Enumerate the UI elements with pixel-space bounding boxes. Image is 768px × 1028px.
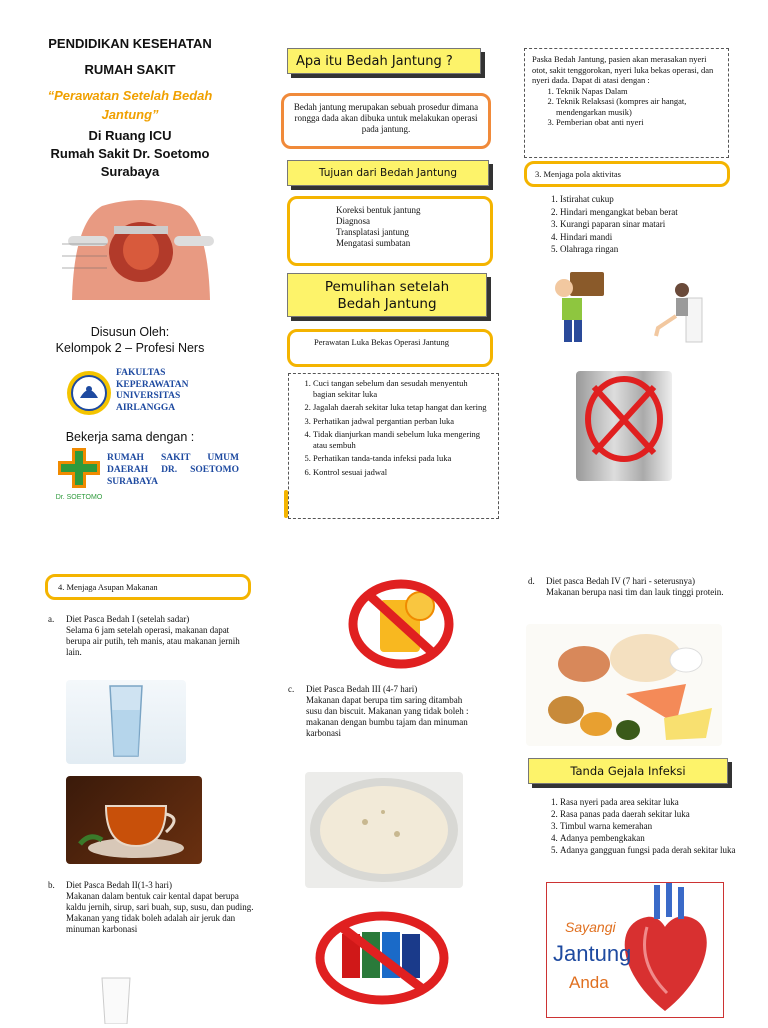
infection-signs-list bbox=[542, 796, 750, 856]
no-citrus-juice-image bbox=[346, 578, 456, 670]
water-glass-image bbox=[66, 680, 186, 764]
light-exercise-image bbox=[652, 278, 708, 344]
diet-b-label: b. bbox=[48, 880, 55, 890]
tea-cup-image bbox=[66, 776, 202, 864]
pain-management-box bbox=[524, 48, 729, 158]
brochure-title-line2: RUMAH SAKIT bbox=[84, 62, 176, 77]
hospital-line2: DAERAH DR. SOETOMO bbox=[107, 465, 239, 475]
partner-label: Bekerja sama dengan : bbox=[65, 430, 195, 444]
no-soda-image bbox=[312, 910, 452, 1006]
poster-line1: Sayangi bbox=[565, 919, 616, 935]
activity-heading: 3. Menjaga pola aktivitas bbox=[535, 169, 621, 179]
wound-care-list bbox=[293, 378, 492, 477]
goal-item: Transplatasi jantung bbox=[336, 227, 409, 237]
hospital-line3: SURABAYA bbox=[107, 477, 159, 487]
infection-sign-item: 4. Adanya pembengkakan bbox=[560, 832, 750, 844]
faculty-line2: KEPERAWATAN bbox=[116, 379, 189, 390]
milk-glass-image bbox=[96, 974, 136, 1024]
location-line1: Di Ruang ICU bbox=[88, 128, 172, 143]
no-bathing-image bbox=[576, 371, 672, 481]
infection-sign-item: 3. Timbul warna kemerahan bbox=[560, 820, 750, 832]
recovery-heading-line2: Bedah Jantung bbox=[337, 296, 437, 312]
group-name: Kelompok 2 – Profesi Ners bbox=[55, 341, 205, 355]
faculty-name bbox=[116, 368, 189, 414]
wound-care-heading-box bbox=[287, 329, 493, 367]
subtitle-line2: Jantung” bbox=[101, 107, 159, 122]
infection-sign-item: 5. Adanya gangguan fungsi pada derah sekitar luka bbox=[560, 844, 750, 856]
porridge-image bbox=[305, 772, 463, 888]
pain-method-item: 1. Teknik Napas Dalam bbox=[556, 86, 721, 97]
wound-care-list-box bbox=[288, 373, 499, 519]
hospital-logo-text: Dr. SOETOMO bbox=[55, 494, 103, 501]
faculty-line4: AIRLANGGA bbox=[116, 402, 176, 413]
wound-care-heading: Perawatan Luka Bekas Operasi Jantung bbox=[314, 337, 450, 347]
diet-d-title: Diet pasca Bedah IV (7 hari - seterusnya) bbox=[546, 576, 696, 586]
diet-a-title: Diet Pasca Bedah I (setelah sadar) bbox=[66, 614, 190, 624]
diet-b-block bbox=[48, 880, 258, 935]
diet-c-title: Diet Pasca Bedah III (4-7 hari) bbox=[306, 684, 418, 694]
goal-item: Mengatasi sumbatan bbox=[336, 238, 411, 248]
university-logo bbox=[66, 370, 112, 416]
poster-line2: Jantung bbox=[553, 941, 632, 966]
goals-box bbox=[287, 196, 493, 266]
goals-heading: Tujuan dari Bedah Jantung bbox=[287, 160, 489, 186]
goals-list bbox=[336, 205, 490, 249]
heavy-lifting-image bbox=[544, 268, 614, 348]
wound-care-item: 3. Perhatikan jadwal pergantian perban luka bbox=[313, 416, 492, 427]
location-line2: Rumah Sakit Dr. Soetomo bbox=[50, 146, 210, 161]
diet-b-text: Makanan dalam bentuk cair kental dapat berupa kaldu jernih, sirup, sari buah, sup, susu, dan puding. Makanan yang tidak boleh adalah air jeruk dan minuman karbonasi bbox=[66, 891, 254, 934]
pain-methods-list bbox=[532, 86, 721, 128]
wound-care-item: 2. Jagalah daerah sekitar luka tetap hangat dan kering bbox=[313, 402, 492, 413]
pain-description: Paska Bedah Jantung, pasien akan merasakan nyeri otot, sakit tenggorokan, nyeri luka bekas operasi, dan nyeri dada. Dapat di atasi dengan : bbox=[532, 54, 714, 85]
diet-c-block bbox=[288, 684, 478, 739]
wound-care-item: 6. Kontrol sesuai jadwal bbox=[313, 467, 492, 478]
food-intake-heading-box bbox=[45, 574, 251, 600]
recovery-heading-line1: Pemulihan setelah bbox=[324, 279, 450, 295]
activity-item: 5. Olahraga ringan bbox=[560, 243, 750, 256]
infection-sign-item: 2. Rasa panas pada daerah sekitar luka bbox=[560, 808, 750, 820]
diet-d-label: d. bbox=[528, 576, 535, 586]
pain-method-item: 3. Pemberian obat anti nyeri bbox=[556, 117, 721, 128]
location-line3: Surabaya bbox=[100, 164, 160, 179]
authored-by-label: Disusun Oleh: bbox=[90, 325, 170, 339]
diet-a-block bbox=[48, 614, 253, 658]
diet-a-label: a. bbox=[48, 614, 55, 624]
hospital-name bbox=[107, 452, 239, 488]
definition-box bbox=[281, 93, 491, 149]
poster-line3: Anda bbox=[569, 973, 609, 992]
what-is-heart-surgery-heading: Apa itu Bedah Jantung ? bbox=[287, 48, 481, 74]
diet-c-text: Makanan dapat berupa tim saring ditambah susu dan biscuit. Makanan yang tidak boleh : makanan dengan bumbu tajam dan minuman karbonasi bbox=[306, 695, 469, 738]
heart-surgery-image bbox=[62, 192, 220, 300]
activity-item: 1. Istirahat cukup bbox=[560, 193, 750, 206]
infection-signs-heading: Tanda Gejala Infeksi bbox=[528, 758, 728, 784]
heart-poster bbox=[546, 882, 724, 1018]
diet-d-block bbox=[528, 576, 733, 598]
wound-care-item: 4. Tidak dianjurkan mandi sebelum luka mengering atau sembuh bbox=[313, 429, 492, 450]
faculty-line1: FAKULTAS bbox=[116, 368, 166, 378]
goal-item: Diagnosa bbox=[336, 216, 370, 226]
activity-item: 3. Kurangi paparan sinar matari bbox=[560, 218, 750, 231]
subtitle-line1: “Perawatan Setelah Bedah bbox=[47, 88, 213, 103]
activity-list bbox=[542, 193, 750, 256]
infection-sign-item: 1. Rasa nyeri pada area sekitar luka bbox=[560, 796, 750, 808]
definition-text: Bedah jantung merupakan sebuah prosedur dimana rongga dada akan dibuka untuk melakukan operasi pada jantung. bbox=[293, 102, 479, 134]
pain-method-item: 2. Teknik Relaksasi (kompres air hangat, mendengarkan musik) bbox=[556, 96, 721, 117]
hospital-line1: RUMAH SAKIT UMUM bbox=[107, 453, 239, 463]
recovery-heading bbox=[287, 273, 487, 317]
protein-foods-image bbox=[526, 624, 722, 746]
goal-item: Koreksi bentuk jantung bbox=[336, 205, 421, 215]
hospital-logo bbox=[54, 446, 104, 500]
food-intake-heading: 4. Menjaga Asupan Makanan bbox=[58, 582, 158, 592]
activity-item: 2. Hindari mengangkat beban berat bbox=[560, 206, 750, 219]
diet-c-label: c. bbox=[288, 684, 295, 694]
brochure-title-line1: PENDIDIKAN KESEHATAN bbox=[48, 36, 212, 51]
faculty-line3: UNIVERSITAS bbox=[116, 391, 181, 401]
activity-item: 4. Hindari mandi bbox=[560, 231, 750, 244]
diet-b-title: Diet Pasca Bedah II(1-3 hari) bbox=[66, 880, 172, 890]
accent-bar bbox=[284, 490, 288, 518]
wound-care-item: 5. Perhatikan tanda-tanda infeksi pada luka bbox=[313, 453, 492, 464]
diet-d-text: Makanan berupa nasi tim dan lauk tinggi protein. bbox=[546, 587, 724, 597]
diet-a-text: Selama 6 jam setelah operasi, makanan dapat berupa air putih, teh manis, atau makanan jernih lain. bbox=[66, 625, 240, 657]
activity-heading-box bbox=[524, 161, 730, 187]
wound-care-item: 1. Cuci tangan sebelum dan sesudah menyentuh bagian sekitar luka bbox=[313, 378, 492, 399]
